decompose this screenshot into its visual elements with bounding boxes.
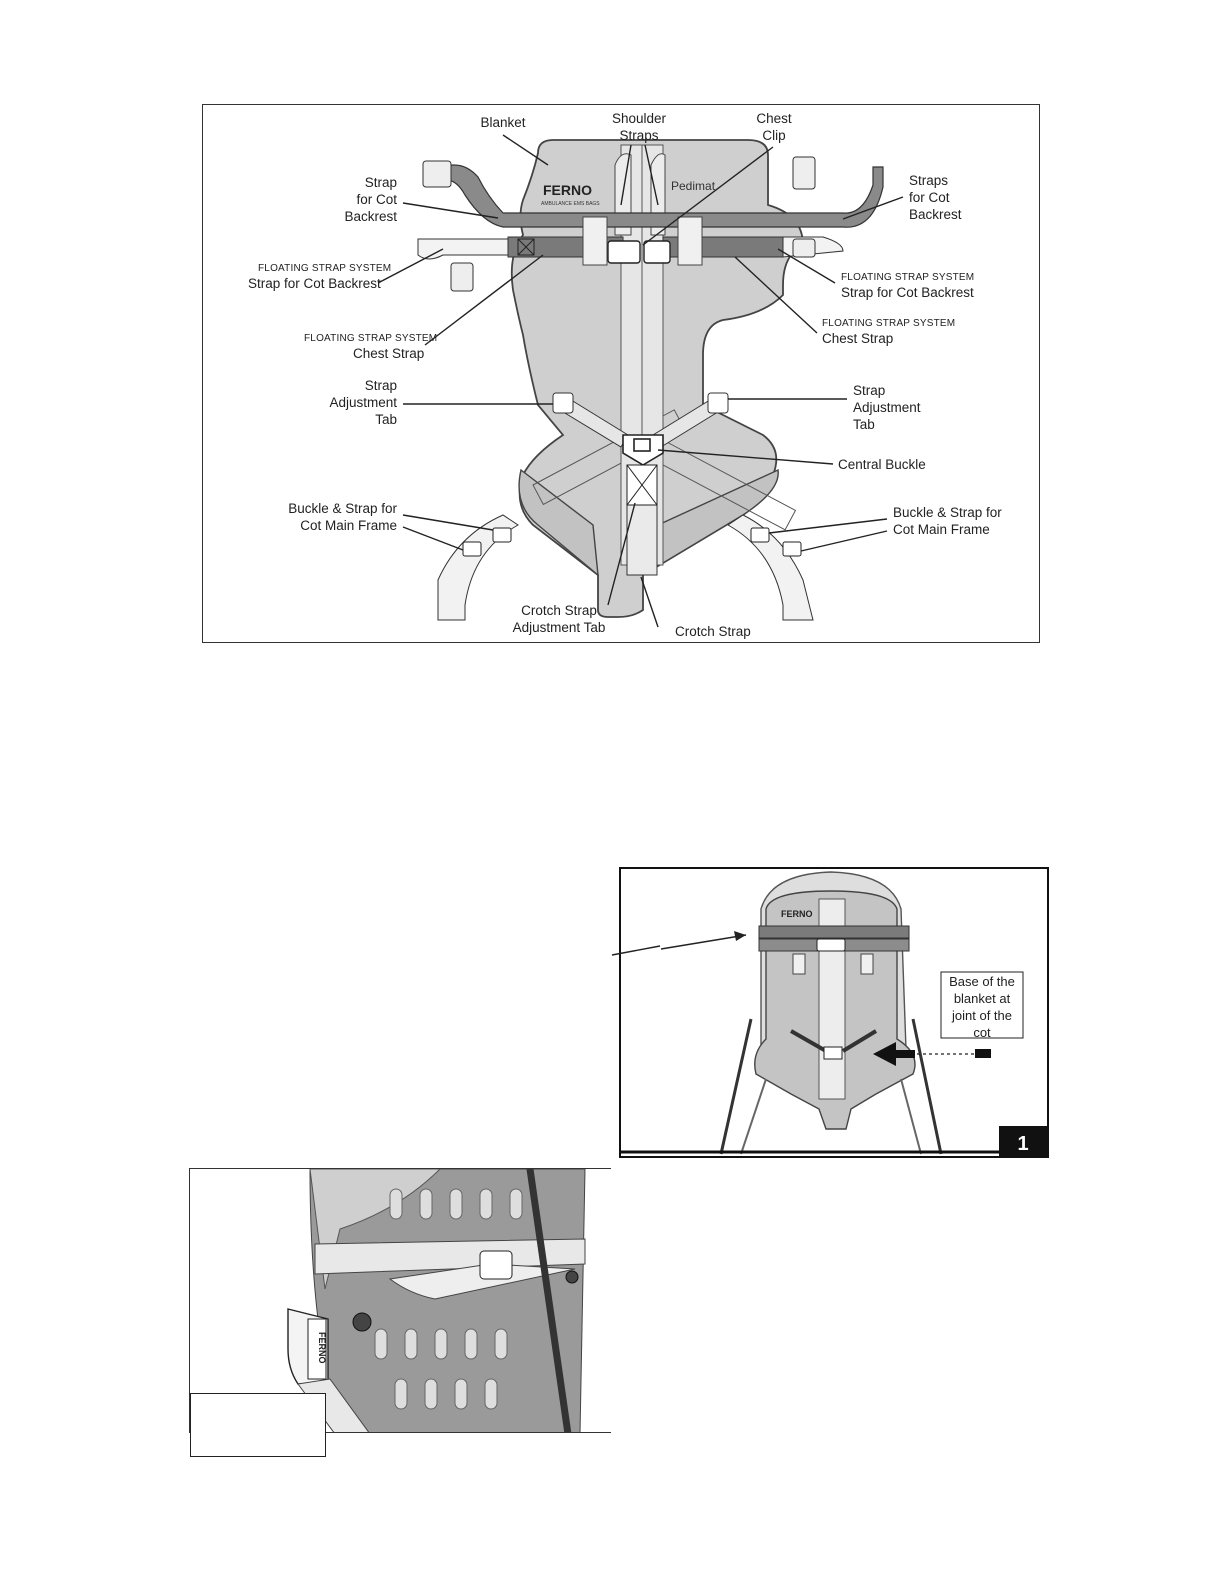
label-strap-backrest-left-3: Backrest bbox=[344, 209, 397, 224]
label-floating-left-top: FLOATING STRAP SYSTEM bbox=[258, 263, 392, 274]
cot-strap-loop-right bbox=[861, 954, 873, 974]
ferno-logo: FERNO bbox=[543, 182, 592, 198]
main-frame-strap-right bbox=[728, 515, 813, 620]
backrest-buckle-right bbox=[793, 157, 815, 189]
harness-diagram-svg bbox=[203, 105, 1039, 642]
label-floating-chest-left-bottom: Chest Strap bbox=[353, 346, 425, 361]
label-straps-backrest-right-2: for Cot bbox=[909, 190, 950, 205]
leader-buckle-left-a bbox=[403, 515, 493, 530]
cot-strap-loop-left bbox=[793, 954, 805, 974]
label-adj-tab-left-1: Strap bbox=[364, 378, 397, 393]
label-central-buckle: Central Buckle bbox=[838, 457, 926, 472]
label-blanket: Blanket bbox=[480, 115, 526, 130]
label-floating-chest-left-top: FLOATING STRAP SYSTEM bbox=[304, 333, 438, 344]
cot-figure-svg bbox=[621, 869, 1047, 1156]
closeup-buckle bbox=[480, 1251, 512, 1279]
label-shoulder-straps-1: Shoulder bbox=[611, 111, 667, 126]
cot-central-buckle bbox=[824, 1047, 842, 1059]
main-frame-buckle-left-b bbox=[463, 542, 481, 556]
label-adj-tab-left-3: Tab bbox=[375, 412, 397, 427]
label-strap-backrest-left-2: for Cot bbox=[356, 192, 397, 207]
floating-buckle-left bbox=[451, 263, 473, 291]
chest-clip-right-half bbox=[644, 241, 670, 263]
strap-loop-left bbox=[583, 217, 607, 265]
main-frame-buckle-right-a bbox=[751, 528, 769, 542]
callout-line-2: blanket at bbox=[953, 991, 1011, 1006]
harness-diagram bbox=[202, 104, 1040, 643]
callout-line-4: cot bbox=[973, 1025, 991, 1040]
label-crotch-adj-1: Crotch Strap bbox=[521, 603, 597, 618]
label-floating-chest-right-bottom: Chest Strap bbox=[822, 331, 894, 346]
backrest-buckle-left bbox=[423, 161, 451, 187]
cot-chest-clip bbox=[817, 939, 845, 951]
label-crotch-adj-2: Adjustment Tab bbox=[512, 620, 606, 635]
closeup-pin-right bbox=[566, 1271, 578, 1283]
label-floating-right-top: FLOATING STRAP SYSTEM bbox=[841, 272, 975, 283]
closeup-clip-text: FERNO bbox=[317, 1332, 327, 1364]
label-floating-left-bottom: Strap for Cot Backrest bbox=[248, 276, 381, 291]
label-chest-clip-1: Chest bbox=[756, 111, 792, 126]
chest-clip-left-half bbox=[608, 241, 640, 263]
label-crotch-strap: Crotch Strap bbox=[675, 624, 751, 639]
label-straps-backrest-right-3: Backrest bbox=[909, 207, 962, 222]
ferno-logo-sub: AMBULANCE EMS BAGS bbox=[541, 201, 600, 207]
label-adj-tab-left-2: Adjustment bbox=[329, 395, 397, 410]
label-adj-tab-right-2: Adjustment bbox=[853, 400, 921, 415]
label-adj-tab-right-1: Strap bbox=[853, 383, 886, 398]
callout-line-3: joint of the bbox=[952, 1008, 1012, 1023]
label-buckle-left-1: Buckle & Strap for bbox=[288, 501, 397, 516]
floating-buckle-right bbox=[793, 239, 815, 257]
cot-installation-figure bbox=[619, 867, 1049, 1158]
label-straps-backrest-right-1: Straps bbox=[909, 173, 949, 188]
cot-ferno-logo: FERNO bbox=[781, 909, 813, 919]
closeup-pin-left bbox=[353, 1313, 371, 1331]
brand-text: Pedimat bbox=[671, 179, 716, 193]
adjustment-tab-left bbox=[553, 393, 573, 413]
callout-line-1: Base of the bbox=[949, 974, 1015, 989]
label-chest-clip-2: Clip bbox=[762, 128, 786, 143]
leader-buckle-left-b bbox=[403, 527, 463, 550]
label-shoulder-straps-2: Straps bbox=[619, 128, 659, 143]
label-floating-right-bottom: Strap for Cot Backrest bbox=[841, 285, 974, 300]
main-frame-buckle-right-b bbox=[783, 542, 801, 556]
leader-buckle-right-b bbox=[801, 531, 887, 551]
label-floating-chest-right-top: FLOATING STRAP SYSTEM bbox=[822, 318, 956, 329]
label-adj-tab-right-3: Tab bbox=[853, 417, 875, 432]
closeup-label-box bbox=[190, 1393, 326, 1457]
label-buckle-right-2: Cot Main Frame bbox=[893, 522, 990, 537]
callout-marker bbox=[975, 1049, 991, 1058]
label-buckle-left-2: Cot Main Frame bbox=[300, 518, 397, 533]
label-buckle-right-1: Buckle & Strap for bbox=[893, 505, 1002, 520]
cot-strap-pointer-line bbox=[661, 935, 746, 949]
label-strap-backrest-left-1: Strap bbox=[364, 175, 397, 190]
strap-loop-right bbox=[678, 217, 702, 265]
figure-number: 1 bbox=[1017, 1133, 1029, 1155]
callout-arrow-shaft bbox=[893, 1050, 915, 1058]
floating-strap-left bbox=[418, 239, 508, 259]
main-frame-buckle-left-a bbox=[493, 528, 511, 542]
cot-strap-pointer-head bbox=[734, 931, 746, 941]
adjustment-tab-right bbox=[708, 393, 728, 413]
cot-top-strap bbox=[759, 926, 909, 938]
